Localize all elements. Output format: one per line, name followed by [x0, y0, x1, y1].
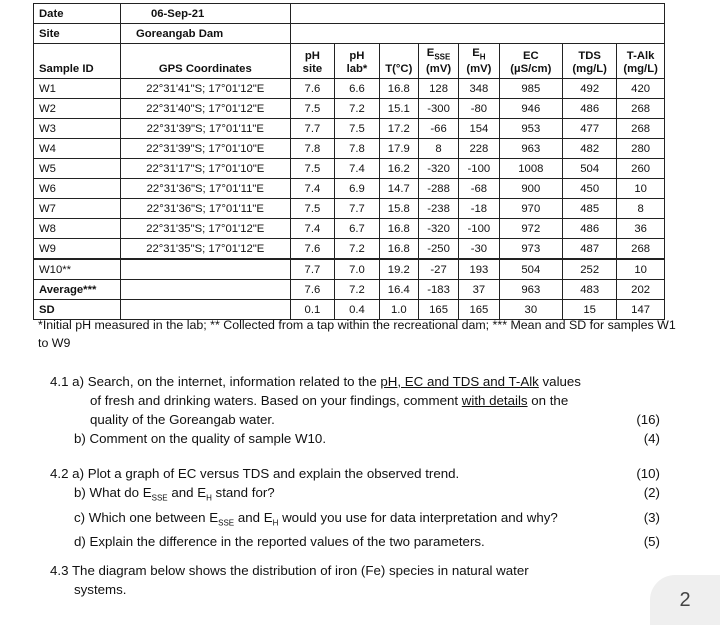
sample-id-cell: SD [34, 300, 121, 320]
mark-4-1a: (16) [636, 412, 660, 427]
sample-id-cell: W1 [34, 79, 121, 99]
value-cell: 260 [617, 159, 665, 179]
value-cell: -300 [418, 99, 458, 119]
sample-id-cell: W8 [34, 219, 121, 239]
value-cell: -320 [418, 159, 458, 179]
value-cell: -238 [418, 199, 458, 219]
question-4-1a-line3: quality of the Goreangab water. (16) [90, 412, 660, 427]
sample-id-cell: Average*** [34, 280, 121, 300]
sample-id-cell: W5 [34, 159, 121, 179]
question-4-2a: 4.2 a) Plot a graph of EC versus TDS and explain the observed trend. (10) [50, 466, 660, 481]
value-cell: 16.4 [379, 280, 418, 300]
value-cell: 7.8 [335, 139, 380, 159]
table-row [34, 219, 665, 239]
value-cell: 7.0 [335, 259, 380, 280]
value-cell: -18 [459, 199, 499, 219]
value-cell: -68 [459, 179, 499, 199]
value-cell: 6.6 [335, 79, 380, 99]
table-row [34, 99, 665, 119]
value-cell: -30 [459, 239, 499, 260]
table-row [34, 119, 665, 139]
value-cell: 30 [499, 300, 563, 320]
question-4-1a-line2: of fresh and drinking waters. Based on your findings, comment with details on the [90, 393, 569, 408]
value-cell: 420 [617, 79, 665, 99]
gps-cell: 22°31'35"S; 17°01'12"E [120, 219, 290, 239]
table-row [34, 159, 665, 179]
question-4-2c: c) Which one between $E_{SSE}$ and $E_H$ would you use for data interpretation and why? (3) [74, 509, 660, 528]
date-label: Date [34, 4, 121, 24]
site-value: Goreangab Dam [120, 24, 290, 44]
value-cell: 7.7 [335, 199, 380, 219]
value-cell: 280 [617, 139, 665, 159]
value-cell: 485 [563, 199, 617, 219]
value-cell: 1.0 [379, 300, 418, 320]
question-4-2d: d) Explain the difference in the reported values of the two parameters. (5) [74, 534, 660, 550]
question-4-3-line1: 4.3 The diagram below shows the distribution of iron (Fe) species in natural water [50, 563, 529, 578]
value-cell: 252 [563, 259, 617, 280]
table-row [34, 79, 665, 99]
value-cell: 482 [563, 139, 617, 159]
sample-id-cell: W10** [34, 259, 121, 280]
header-eh: $E_H$ (mV) [459, 44, 499, 79]
site-row [34, 24, 665, 44]
table-body [34, 79, 665, 320]
value-cell: 7.2 [335, 280, 380, 300]
value-cell: 17.2 [379, 119, 418, 139]
value-cell: 985 [499, 79, 563, 99]
water-quality-table [33, 3, 665, 320]
value-cell: 504 [499, 259, 563, 280]
table-row [34, 139, 665, 159]
value-cell: 268 [617, 119, 665, 139]
sample-id-cell: W2 [34, 99, 121, 119]
value-cell: 953 [499, 119, 563, 139]
value-cell: 973 [499, 239, 563, 260]
value-cell: 15.1 [379, 99, 418, 119]
mark-4-2b: (2) [643, 485, 660, 500]
value-cell: 492 [563, 79, 617, 99]
value-cell: 7.5 [290, 159, 335, 179]
question-4-3 [50, 561, 660, 599]
value-cell: 972 [499, 219, 563, 239]
table-row [34, 199, 665, 219]
value-cell: 7.6 [290, 79, 335, 99]
gps-cell: 22°31'41"S; 17°01'12"E [120, 79, 290, 99]
gps-cell: 22°31'35"S; 17°01'12"E [120, 239, 290, 260]
question-4-3-line2: systems. [74, 582, 127, 597]
question-4-1b: b) Comment on the quality of sample W10. (4) [74, 431, 660, 446]
value-cell: 268 [617, 239, 665, 260]
sample-id-cell: W7 [34, 199, 121, 219]
mark-4-2a: (10) [636, 466, 660, 481]
table-row [34, 239, 665, 260]
mark-4-2c: (3) [643, 509, 660, 525]
value-cell: 36 [617, 219, 665, 239]
value-cell: 450 [563, 179, 617, 199]
value-cell: 6.9 [335, 179, 380, 199]
site-label: Site [34, 24, 121, 44]
sample-id-cell: W9 [34, 239, 121, 260]
question-4-1a-line1: 4.1 a) Search, on the internet, information related to the pH, EC and TDS and T-Alk values [50, 374, 581, 389]
value-cell: 8 [617, 199, 665, 219]
value-cell: -80 [459, 99, 499, 119]
value-cell: 963 [499, 139, 563, 159]
value-cell: 165 [418, 300, 458, 320]
value-cell: 7.2 [335, 99, 380, 119]
value-cell: 147 [617, 300, 665, 320]
value-cell: 7.5 [290, 99, 335, 119]
value-cell: 7.4 [335, 159, 380, 179]
value-cell: 477 [563, 119, 617, 139]
value-cell: 7.6 [290, 280, 335, 300]
value-cell: 202 [617, 280, 665, 300]
header-talk: T-Alk (mg/L) [617, 44, 665, 79]
value-cell: 193 [459, 259, 499, 280]
value-cell: 14.7 [379, 179, 418, 199]
mark-4-1b: (4) [643, 431, 660, 446]
value-cell: 1008 [499, 159, 563, 179]
header-row [34, 44, 665, 79]
footnote: *Initial pH measured in the lab; ** Collected from a tap within the recreational dam; *** Mean and SD for samples W1 to W9 [38, 318, 676, 350]
value-cell: -183 [418, 280, 458, 300]
header-gps: GPS Coordinates [120, 44, 290, 79]
value-cell: -320 [418, 219, 458, 239]
value-cell: 7.4 [290, 219, 335, 239]
question-4-2b: b) What do $E_{SSE}$ and $E_H$ stand for? (2) [74, 485, 660, 503]
value-cell: -250 [418, 239, 458, 260]
value-cell: 7.4 [290, 179, 335, 199]
value-cell: 16.8 [379, 219, 418, 239]
value-cell: 19.2 [379, 259, 418, 280]
value-cell: 946 [499, 99, 563, 119]
value-cell: -100 [459, 159, 499, 179]
value-cell: -27 [418, 259, 458, 280]
value-cell: 128 [418, 79, 458, 99]
value-cell: 348 [459, 79, 499, 99]
value-cell: 154 [459, 119, 499, 139]
mark-4-2d: (5) [643, 534, 660, 550]
sample-id-cell: W4 [34, 139, 121, 159]
value-cell: -66 [418, 119, 458, 139]
value-cell: 900 [499, 179, 563, 199]
value-cell: 268 [617, 99, 665, 119]
gps-cell [120, 259, 290, 280]
date-value: 06-Sep-21 [120, 4, 290, 24]
value-cell: 483 [563, 280, 617, 300]
value-cell: 16.2 [379, 159, 418, 179]
value-cell: 7.7 [290, 119, 335, 139]
value-cell: 8 [418, 139, 458, 159]
header-ph-site: pH site [290, 44, 335, 79]
value-cell: 7.6 [290, 239, 335, 260]
page-number: 2 [650, 575, 720, 625]
table-row [34, 259, 665, 280]
gps-cell: 22°31'39"S; 17°01'10"E [120, 139, 290, 159]
gps-cell: 22°31'36"S; 17°01'11"E [120, 199, 290, 219]
value-cell: 16.8 [379, 79, 418, 99]
table-row [34, 179, 665, 199]
question-4-1 [50, 372, 660, 448]
header-tds: TDS (mg/L) [563, 44, 617, 79]
value-cell: 504 [563, 159, 617, 179]
header-ec: EC (µS/cm) [499, 44, 563, 79]
gps-cell: 22°31'40"S; 17°01'12"E [120, 99, 290, 119]
gps-cell: 22°31'39"S; 17°01'11"E [120, 119, 290, 139]
value-cell: 7.5 [335, 119, 380, 139]
value-cell: 487 [563, 239, 617, 260]
value-cell: 7.5 [290, 199, 335, 219]
question-4-2 [50, 464, 660, 551]
table-row [34, 280, 665, 300]
value-cell: 16.8 [379, 239, 418, 260]
value-cell: 165 [459, 300, 499, 320]
value-cell: 10 [617, 259, 665, 280]
value-cell: 0.1 [290, 300, 335, 320]
value-cell: 6.7 [335, 219, 380, 239]
header-temp: T(°C) [379, 44, 418, 79]
header-sample-id: Sample ID [34, 44, 121, 79]
sample-id-cell: W3 [34, 119, 121, 139]
value-cell: 0.4 [335, 300, 380, 320]
header-esse: $E_{SSE}$ (mV) [418, 44, 458, 79]
gps-cell [120, 280, 290, 300]
value-cell: 486 [563, 99, 617, 119]
value-cell: 970 [499, 199, 563, 219]
value-cell: 37 [459, 280, 499, 300]
value-cell: -100 [459, 219, 499, 239]
value-cell: 15.8 [379, 199, 418, 219]
value-cell: 7.2 [335, 239, 380, 260]
value-cell: 7.8 [290, 139, 335, 159]
value-cell: 228 [459, 139, 499, 159]
gps-cell: 22°31'36"S; 17°01'11"E [120, 179, 290, 199]
value-cell: -288 [418, 179, 458, 199]
sample-id-cell: W6 [34, 179, 121, 199]
value-cell: 486 [563, 219, 617, 239]
date-row [34, 4, 665, 24]
gps-cell: 22°31'17"S; 17°01'10"E [120, 159, 290, 179]
value-cell: 7.7 [290, 259, 335, 280]
value-cell: 10 [617, 179, 665, 199]
value-cell: 15 [563, 300, 617, 320]
value-cell: 963 [499, 280, 563, 300]
header-ph-lab: pH lab* [335, 44, 380, 79]
value-cell: 17.9 [379, 139, 418, 159]
